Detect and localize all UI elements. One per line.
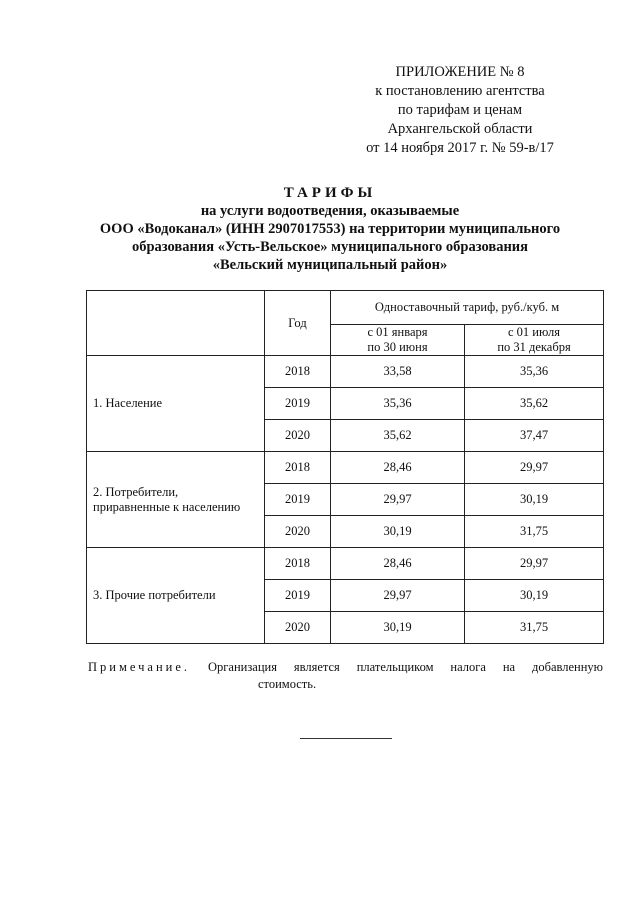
title-line: на услуги водоотведения, оказываемые	[200, 203, 460, 219]
appendix-line: по тарифам и ценам	[397, 102, 523, 118]
tariff-cell: 30,19	[331, 516, 465, 548]
year-cell: 2020	[265, 420, 331, 452]
tariff-cell: 28,46	[331, 548, 465, 580]
tariff-cell: 35,62	[331, 420, 465, 452]
period-header-second-half	[465, 325, 604, 356]
year-cell: 2020	[265, 516, 331, 548]
tariff-cell: 35,36	[465, 356, 604, 388]
period-line: с 01 июля	[508, 325, 561, 339]
appendix-header	[340, 63, 580, 158]
tariff-cell: 37,47	[465, 420, 604, 452]
appendix-line: к постановлению агентства	[375, 83, 545, 99]
note	[88, 659, 603, 693]
tariff-cell: 30,19	[465, 484, 604, 516]
consumer-header-cell	[87, 291, 265, 356]
consumer-category-label: 3. Прочие потребители	[93, 588, 216, 602]
consumer-category-label: 2. Потребители,	[93, 484, 179, 499]
note-text: Организация является плательщиком налога на добавленную	[208, 660, 603, 674]
appendix-line: Архангельской области	[387, 121, 533, 137]
tariff-cell: 30,19	[465, 580, 604, 612]
tariff-cell: 30,19	[331, 612, 465, 644]
tariff-cell: 28,46	[331, 452, 465, 484]
tariff-cell: 33,58	[331, 356, 465, 388]
table-row	[87, 356, 604, 388]
title-main: ТАРИФЫ	[283, 185, 377, 201]
year-cell: 2020	[265, 612, 331, 644]
tariff-cell: 29,97	[465, 452, 604, 484]
year-cell: 2018	[265, 452, 331, 484]
title-line: ООО «Водоканал» (ИНН 2907017553) на территории муниципального	[99, 221, 561, 237]
tariff-table	[86, 290, 604, 644]
title-line: образования «Усть-Вельское» муниципального образования	[131, 239, 529, 255]
table-row	[87, 452, 604, 484]
appendix-number: ПРИЛОЖЕНИЕ № 8	[395, 64, 525, 80]
year-cell: 2019	[265, 388, 331, 420]
period-line: по 30 июня	[367, 340, 428, 354]
period-header-first-half	[331, 325, 465, 356]
tariff-cell: 35,36	[331, 388, 465, 420]
year-header: Год	[265, 291, 331, 356]
note-text-continuation: стоимость.	[258, 677, 317, 691]
tariff-cell: 31,75	[465, 612, 604, 644]
tariff-header: Одноставочный тариф, руб./куб. м	[331, 291, 604, 325]
period-line: по 31 декабря	[497, 340, 571, 354]
tariff-cell: 29,97	[465, 548, 604, 580]
year-cell: 2018	[265, 548, 331, 580]
appendix-date: от 14 ноября 2017 г. № 59-в/17	[366, 140, 554, 156]
consumer-category-label: 1. Население	[93, 396, 163, 410]
table-row	[87, 548, 604, 580]
period-line: с 01 января	[367, 325, 428, 339]
year-cell: 2019	[265, 580, 331, 612]
tariff-cell: 31,75	[465, 516, 604, 548]
note-label: Примечание.	[88, 660, 191, 674]
year-cell: 2019	[265, 484, 331, 516]
closing-divider	[300, 738, 392, 739]
document-title	[60, 184, 600, 274]
consumer-category-cell	[87, 356, 265, 452]
title-line: «Вельский муниципальный район»	[212, 257, 448, 273]
consumer-category-cell	[87, 548, 265, 644]
consumer-category-label: приравненные к населению	[93, 499, 241, 514]
year-cell: 2018	[265, 356, 331, 388]
tariff-cell: 29,97	[331, 484, 465, 516]
consumer-category-cell	[87, 452, 265, 548]
tariff-cell: 29,97	[331, 580, 465, 612]
tariff-cell: 35,62	[465, 388, 604, 420]
